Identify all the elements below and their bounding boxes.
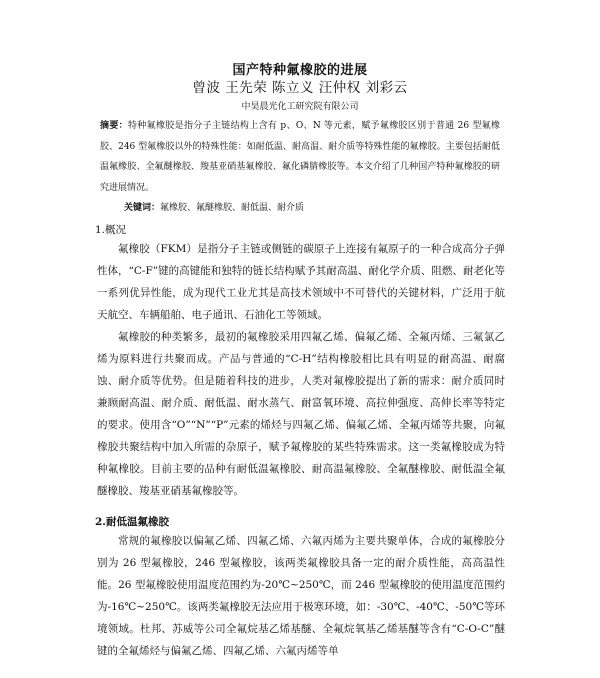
section-1-paragraph-1: 氟橡胶（FKM）是指分子主链或侧链的碳原子上连接有氟原子的一种合成高分子弹性体，“C-F”键的高键能和独特的链长结构赋予其耐高温、耐化学介质、阻燃、耐老化等一系列优异性能，成为现代工业尤其是高技术领域中不可替代的关键材料，广泛用于航天航空、车辆船舶、电子通讯、石油化工等领域。 <box>97 243 505 321</box>
section-2-paragraph-1: 常规的氟橡胶以偏氟乙烯、四氟乙烯、六氟丙烯为主要共聚单体，合成的氟橡胶分别为 26 型氟橡胶，246 型氟橡胶，该两类氟橡胶具备一定的耐介质性能，高高温性能。26 型氟橡胶使用温度范围约为-20℃~250℃，而 246 型氟橡胶的使用温度范围约为-16℃~250℃。该两类氟橡胶无法应用于极寒环境，如：-30℃、-40℃、-50℃等环境领域。杜邦、苏威等公司全氟烷基乙烯基醚、全氟烷氧基乙烯基醚等含有“C-O-C”醚键的全氟烯烃与偏氟乙烯、四氟乙烯、六氟丙烯等单 <box>97 535 505 657</box>
author-list: 曾波 王先荣 陈立义 汪仲权 刘彩云 <box>192 80 408 96</box>
abstract-label: 摘要： <box>100 121 128 131</box>
affiliation: 中昊晨光化工研究院有限公司 <box>241 102 359 112</box>
section-1-paragraph-2: 氟橡胶的种类繁多，最初的氟橡胶采用四氟乙烯、偏氟乙烯、全氟丙烯、三氟氯乙烯为原料进行共聚而成。产品与普通的“C-H”结构橡胶相比具有明显的耐高温、耐腐蚀、耐介质等优势。但是随着科技的进步，人类对氟橡胶提出了新的需求：耐介质同时兼顾耐高温、耐介质、耐低温、耐水蒸气、耐富氧环境、高拉伸强度、高伸长率等特定的要求。使用含“O”“N”“P”元素的烯烃与四氟乙烯、偏氟乙烯、全氟丙烯等共聚，向氟橡胶共聚结构中加入所需的杂原子，赋予氟橡胶的某些特殊需求。这一类氟橡胶成为特种氟橡胶。目前主要的品种有耐低温氟橡胶、耐高温氟橡胶、全氟醚橡胶、耐低温全氟醚橡胶、羧基亚硝基氟橡胶等。 <box>97 331 505 497</box>
abstract-text: 特种氟橡胶是指分子主链结构上含有 p、O、N 等元素，赋予氟橡胶区别于普通 26 型氟橡胶、246 型氟橡胶以外的特殊性能：如耐低温、耐高温、耐介质等特殊性能的氟橡胶。主要包括耐低温氟橡胶、全氟醚橡胶、羧基亚硝基氟橡胶、氟化磷腈橡胶等。本文介绍了几种国产特种氟橡胶的研究进展情况。 <box>100 121 500 193</box>
section-1-heading: 1.概况 <box>95 224 127 236</box>
keywords-label: 关键词： <box>124 203 161 213</box>
paper-title: 国产特种氟橡胶的进展 <box>232 62 368 78</box>
abstract <box>100 116 500 198</box>
keywords <box>124 200 504 216</box>
section-2-heading: 2.耐低温氟橡胶 <box>95 516 169 528</box>
keywords-text: 氟橡胶、氟醚橡胶、耐低温、耐介质 <box>160 203 305 213</box>
